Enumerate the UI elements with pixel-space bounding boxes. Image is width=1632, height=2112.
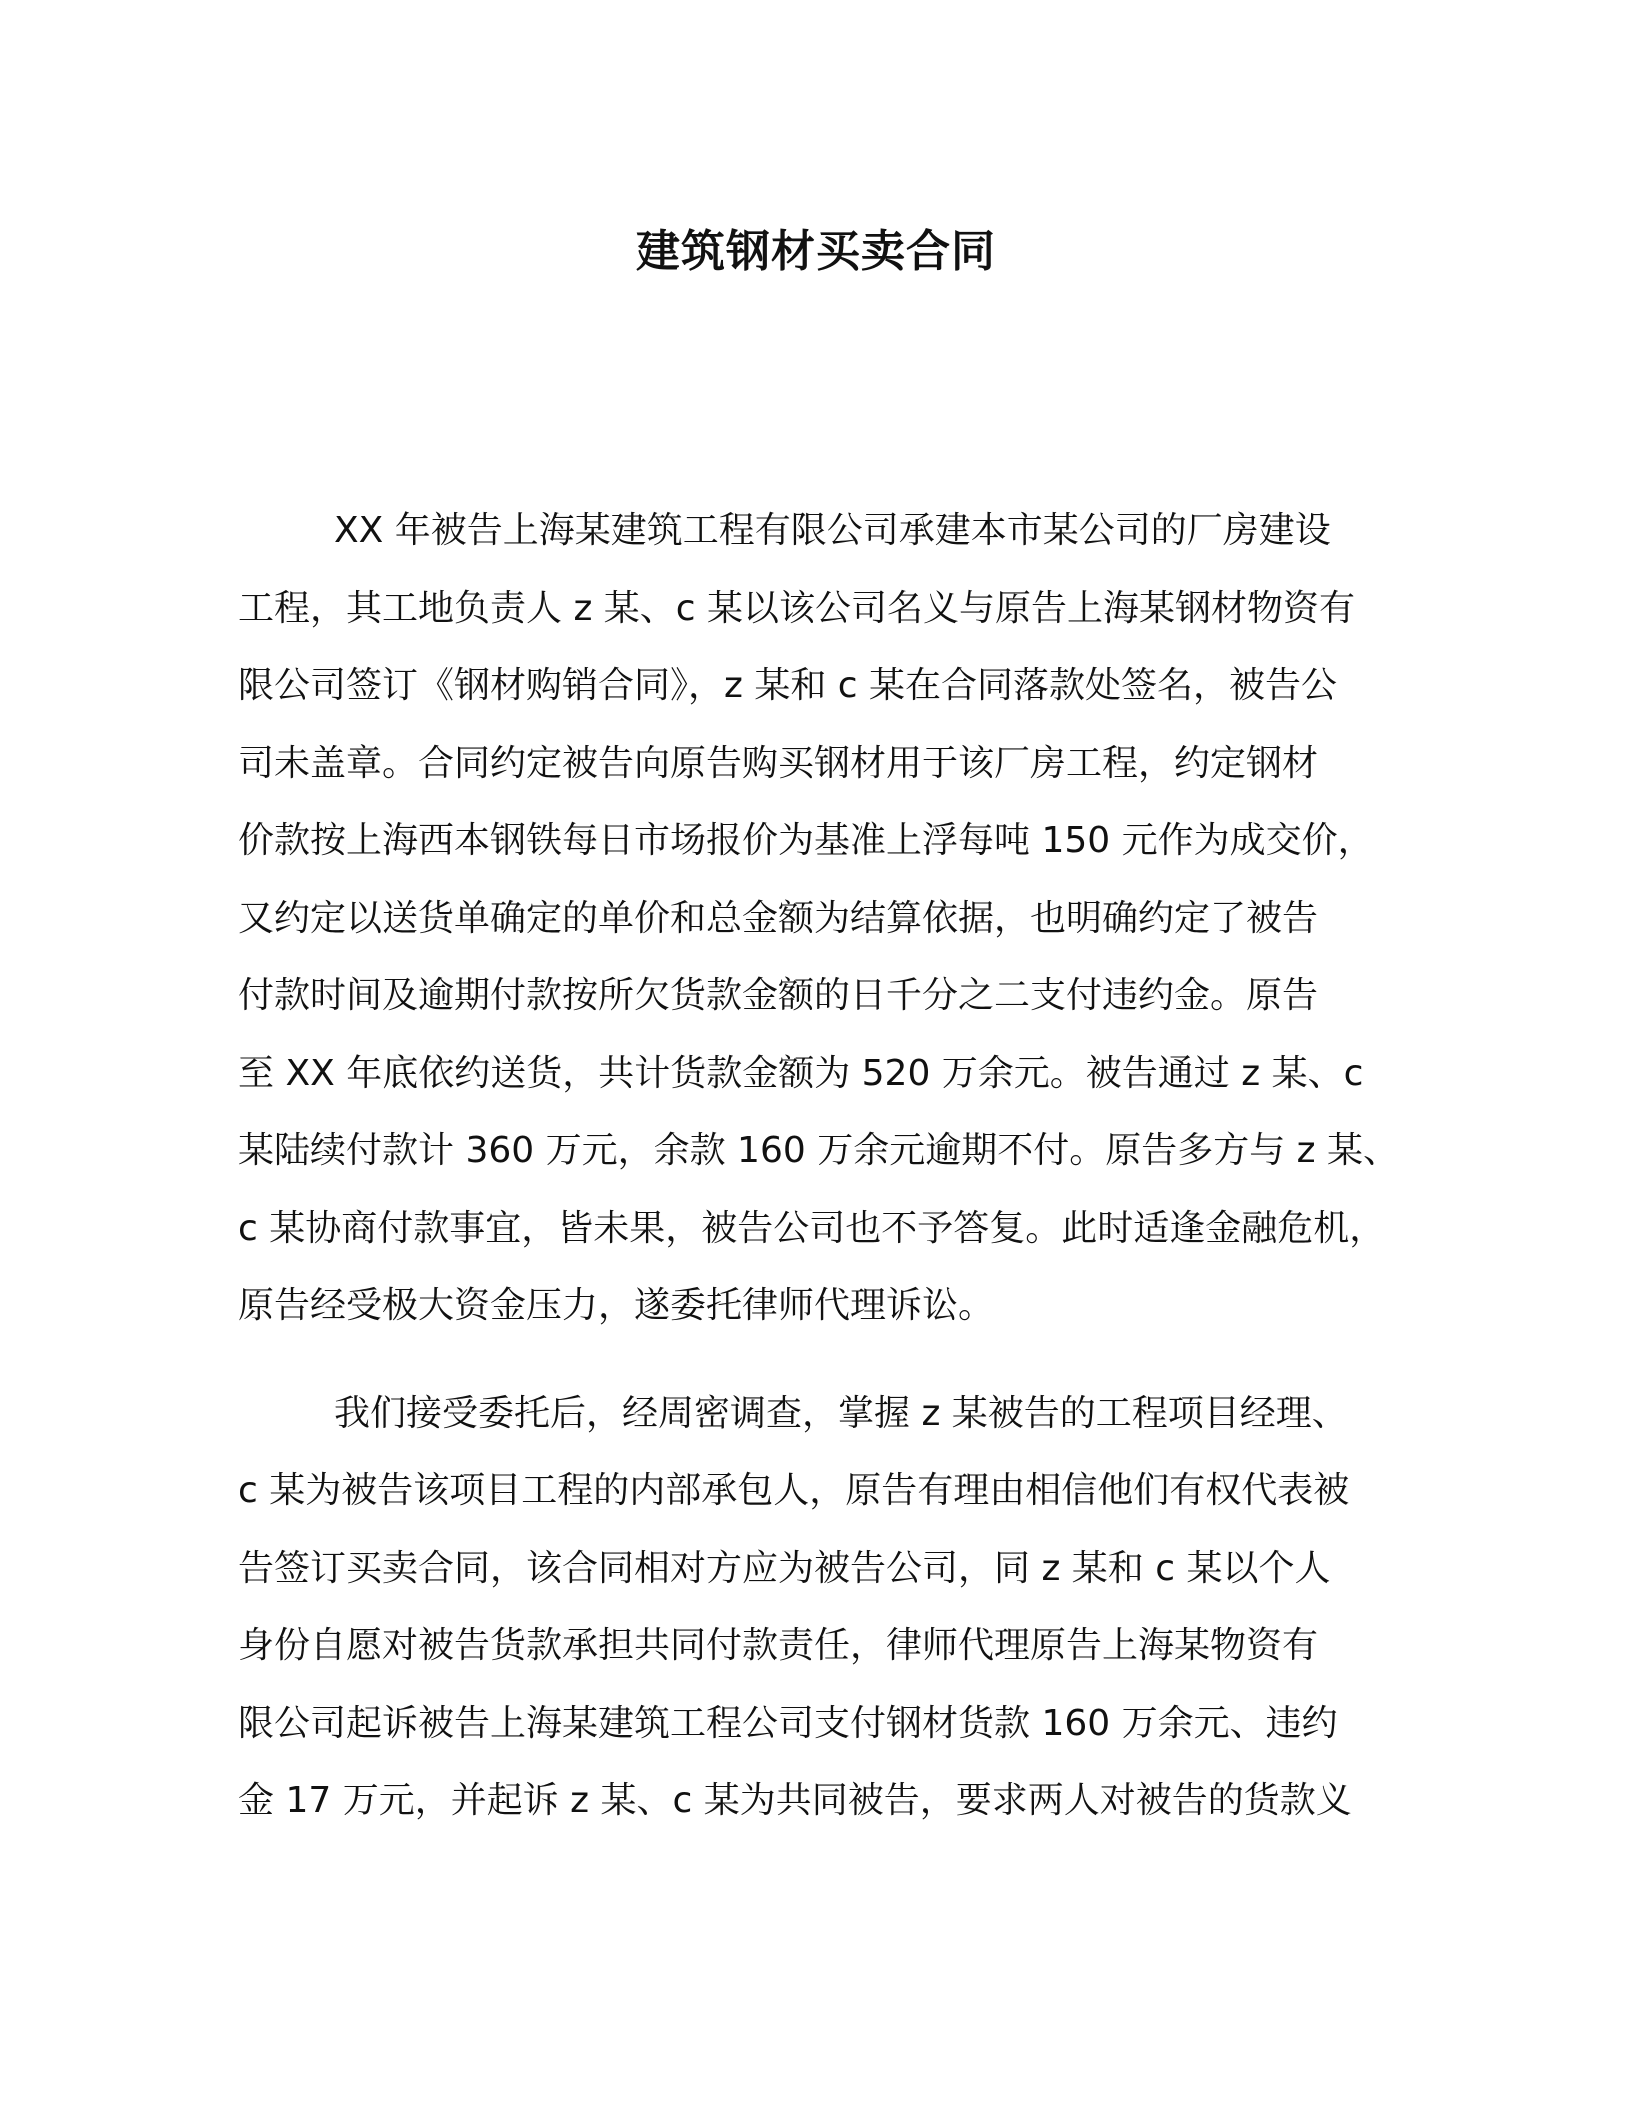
paragraph-line: 付款时间及逾期付款按所欠货款金额的日千分之二支付违约金。原告 [238, 975, 1319, 1016]
paragraph-line: 至 XX 年底依约送货，共计货款金额为 520 万余元。被告通过 z 某、c [238, 1052, 1364, 1094]
paragraph-line: c 某为被告该项目工程的内部承包人，原告有理由相信他们有权代表被 [238, 1470, 1350, 1511]
paragraph-line: 身份自愿对被告货款承担共同付款责任，律师代理原告上海某物资有 [238, 1625, 1319, 1666]
paragraph-line: 司未盖章。合同约定被告向原告购买钢材用于该厂房工程，约定钢材 [238, 742, 1319, 784]
paragraph-line: c 某协商付款事宜，皆未果，被告公司也不予答复。此时适逢金融危机， [238, 1207, 1386, 1249]
paragraph-line: 限公司签订《钢材购销合同》，z 某和 c 某在合同落款处签名，被告公 [238, 665, 1338, 706]
paragraph-line: 告签订买卖合同，该合同相对方应为被告公司，同 z 某和 c 某以个人 [238, 1547, 1331, 1589]
paragraph-line: 又约定以送货单确定的单价和总金额为结算依据，也明确约定了被告 [238, 897, 1319, 939]
document-title: 建筑钢材买卖合同 [636, 226, 996, 277]
paragraph-line: 限公司起诉被告上海某建筑工程公司支付钢材货款 160 万余元、违约 [238, 1702, 1338, 1744]
paragraph-line: 金 17 万元，并起诉 z 某、c 某为共同被告，要求两人对被告的货款义 [238, 1780, 1352, 1821]
paragraph-line: 原告经受极大资金压力，遂委托律师代理诉讼。 [238, 1285, 995, 1326]
paragraph-line: 工程，其工地负责人 z 某、c 某以该公司名义与原告上海某钢材物资有 [238, 587, 1356, 629]
paragraph-1 [238, 492, 1418, 1345]
document-body [238, 492, 1418, 1870]
paragraph-line: 价款按上海西本钢铁每日市场报价为基准上浮每吨 150 元作为成交价， [238, 820, 1374, 861]
paragraph-line: XX 年被告上海某建筑工程有限公司承建本市某公司的厂房建设 [334, 510, 1331, 551]
paragraph-line: 某陆续付款计 360 万元，余款 160 万余元逾期不付。原告多方与 z 某、 [238, 1130, 1399, 1171]
paragraph-line: 我们接受委托后，经周密调查，掌握 z 某被告的工程项目经理、 [334, 1392, 1348, 1434]
paragraph-2 [238, 1375, 1418, 1840]
